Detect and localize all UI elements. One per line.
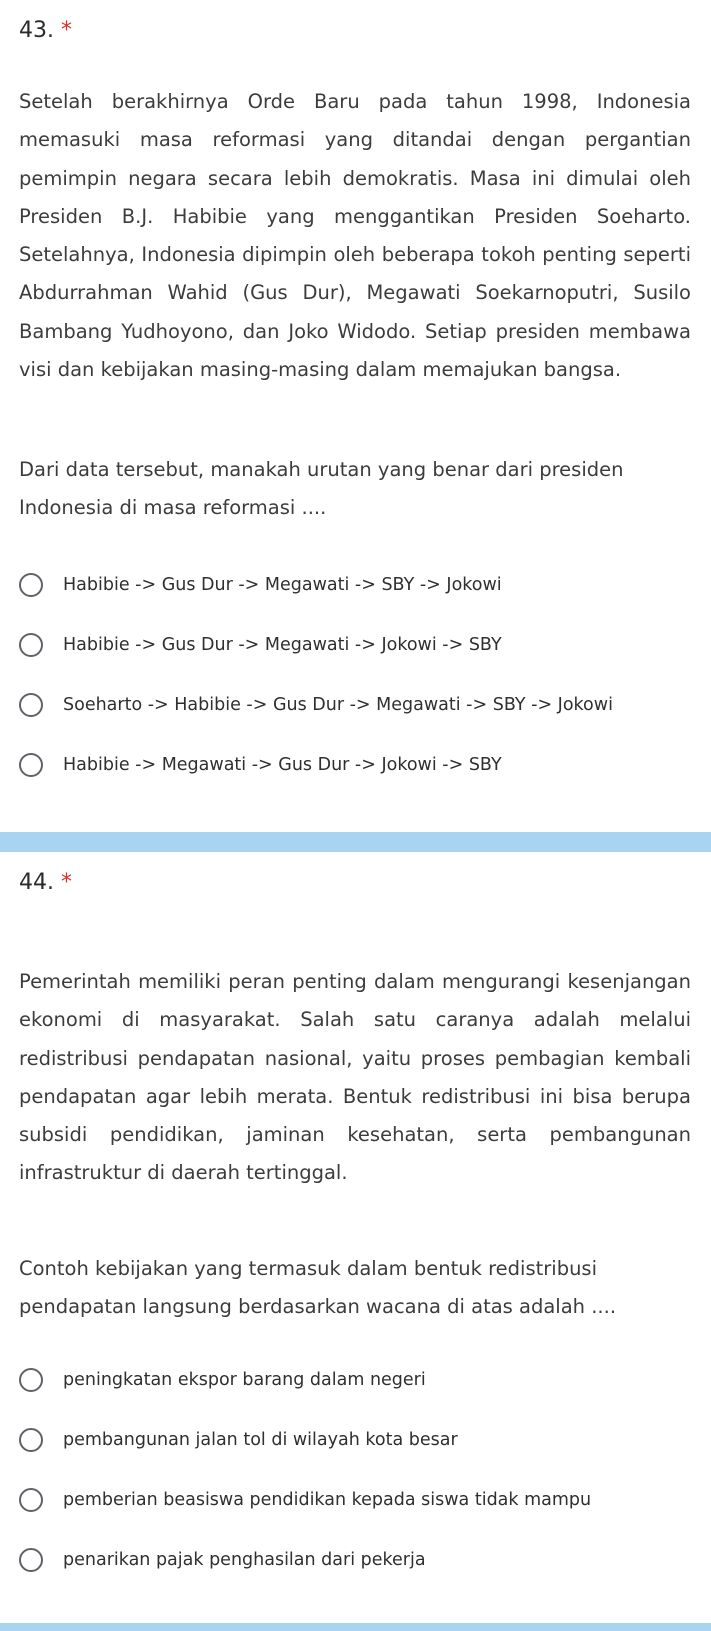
answer-option-b[interactable] — [19, 1420, 699, 1460]
radio-button[interactable] — [19, 633, 43, 657]
option-label: Soeharto -> Habibie -> Gus Dur -> Megawati -> SBY -> Jokowi — [63, 695, 613, 715]
question-prompt: Dari data tersebut, manakah urutan yang benar dari presiden Indonesia di masa reformasi .... — [19, 458, 624, 519]
question-passage: Pemerintah memiliki peran penting dalam mengurangi kesenjangan ekonomi di masyarakat. Salah satu caranya adalah melalui redistribusi pendapatan nasional, yaitu proses pembagian kembali pendapatan agar lebih merata. Bentuk redistribusi ini bisa berupa subsidi pendidikan, jaminan kesehatan, serta pembangunan infrastruktur di daerah tertinggal. — [19, 970, 691, 1185]
question-divider — [0, 832, 711, 852]
answer-option-a[interactable] — [19, 565, 699, 605]
option-label: peningkatan ekspor barang dalam negeri — [63, 1370, 426, 1390]
option-label: Habibie -> Gus Dur -> Megawati -> Jokowi -> SBY — [63, 635, 502, 655]
option-label: Habibie -> Gus Dur -> Megawati -> SBY -> Jokowi — [63, 575, 502, 595]
radio-button[interactable] — [19, 753, 43, 777]
answer-option-d[interactable] — [19, 745, 699, 785]
bottom-divider — [0, 1623, 711, 1631]
radio-button[interactable] — [19, 1368, 43, 1392]
option-label: pemberian beasiswa pendidikan kepada siswa tidak mampu — [63, 1490, 592, 1510]
answer-option-b[interactable] — [19, 625, 699, 665]
question-number-text: 44. — [19, 870, 54, 895]
answer-option-c[interactable] — [19, 1480, 699, 1520]
question-number — [19, 870, 72, 895]
radio-button[interactable] — [19, 1548, 43, 1572]
radio-button[interactable] — [19, 573, 43, 597]
option-label: penarikan pajak penghasilan dari pekerja — [63, 1550, 426, 1570]
question-number-text: 43. — [19, 18, 54, 43]
option-label: Habibie -> Megawati -> Gus Dur -> Jokowi -> SBY — [63, 755, 502, 775]
radio-button[interactable] — [19, 1488, 43, 1512]
radio-button[interactable] — [19, 1428, 43, 1452]
question-passage: Setelah berakhirnya Orde Baru pada tahun 1998, Indonesia memasuki masa reformasi yang ditandai dengan pergantian pemimpin negara secara lebih demokratis. Masa ini dimulai oleh Presiden B.J. Habibie yang menggantikan Presiden Soeharto. Setelahnya, Indonesia dipimpin oleh beberapa tokoh penting seperti Abdurrahman Wahid (Gus Dur), Megawati Soekarnoputri, Susilo Bambang Yudhoyono, dan Joko Widodo. Setiap presiden membawa visi dan kebijakan masing-masing dalam memajukan bangsa. — [19, 90, 691, 382]
answer-option-c[interactable] — [19, 685, 699, 725]
answer-option-a[interactable] — [19, 1360, 699, 1400]
question-number — [19, 18, 72, 43]
answer-option-d[interactable] — [19, 1540, 699, 1580]
required-asterisk: * — [61, 870, 72, 895]
option-label: pembangunan jalan tol di wilayah kota besar — [63, 1430, 458, 1450]
question-prompt: Contoh kebijakan yang termasuk dalam bentuk redistribusi pendapatan langsung berdasarkan wacana di atas adalah .... — [19, 1257, 617, 1318]
required-asterisk: * — [61, 18, 72, 43]
radio-button[interactable] — [19, 693, 43, 717]
